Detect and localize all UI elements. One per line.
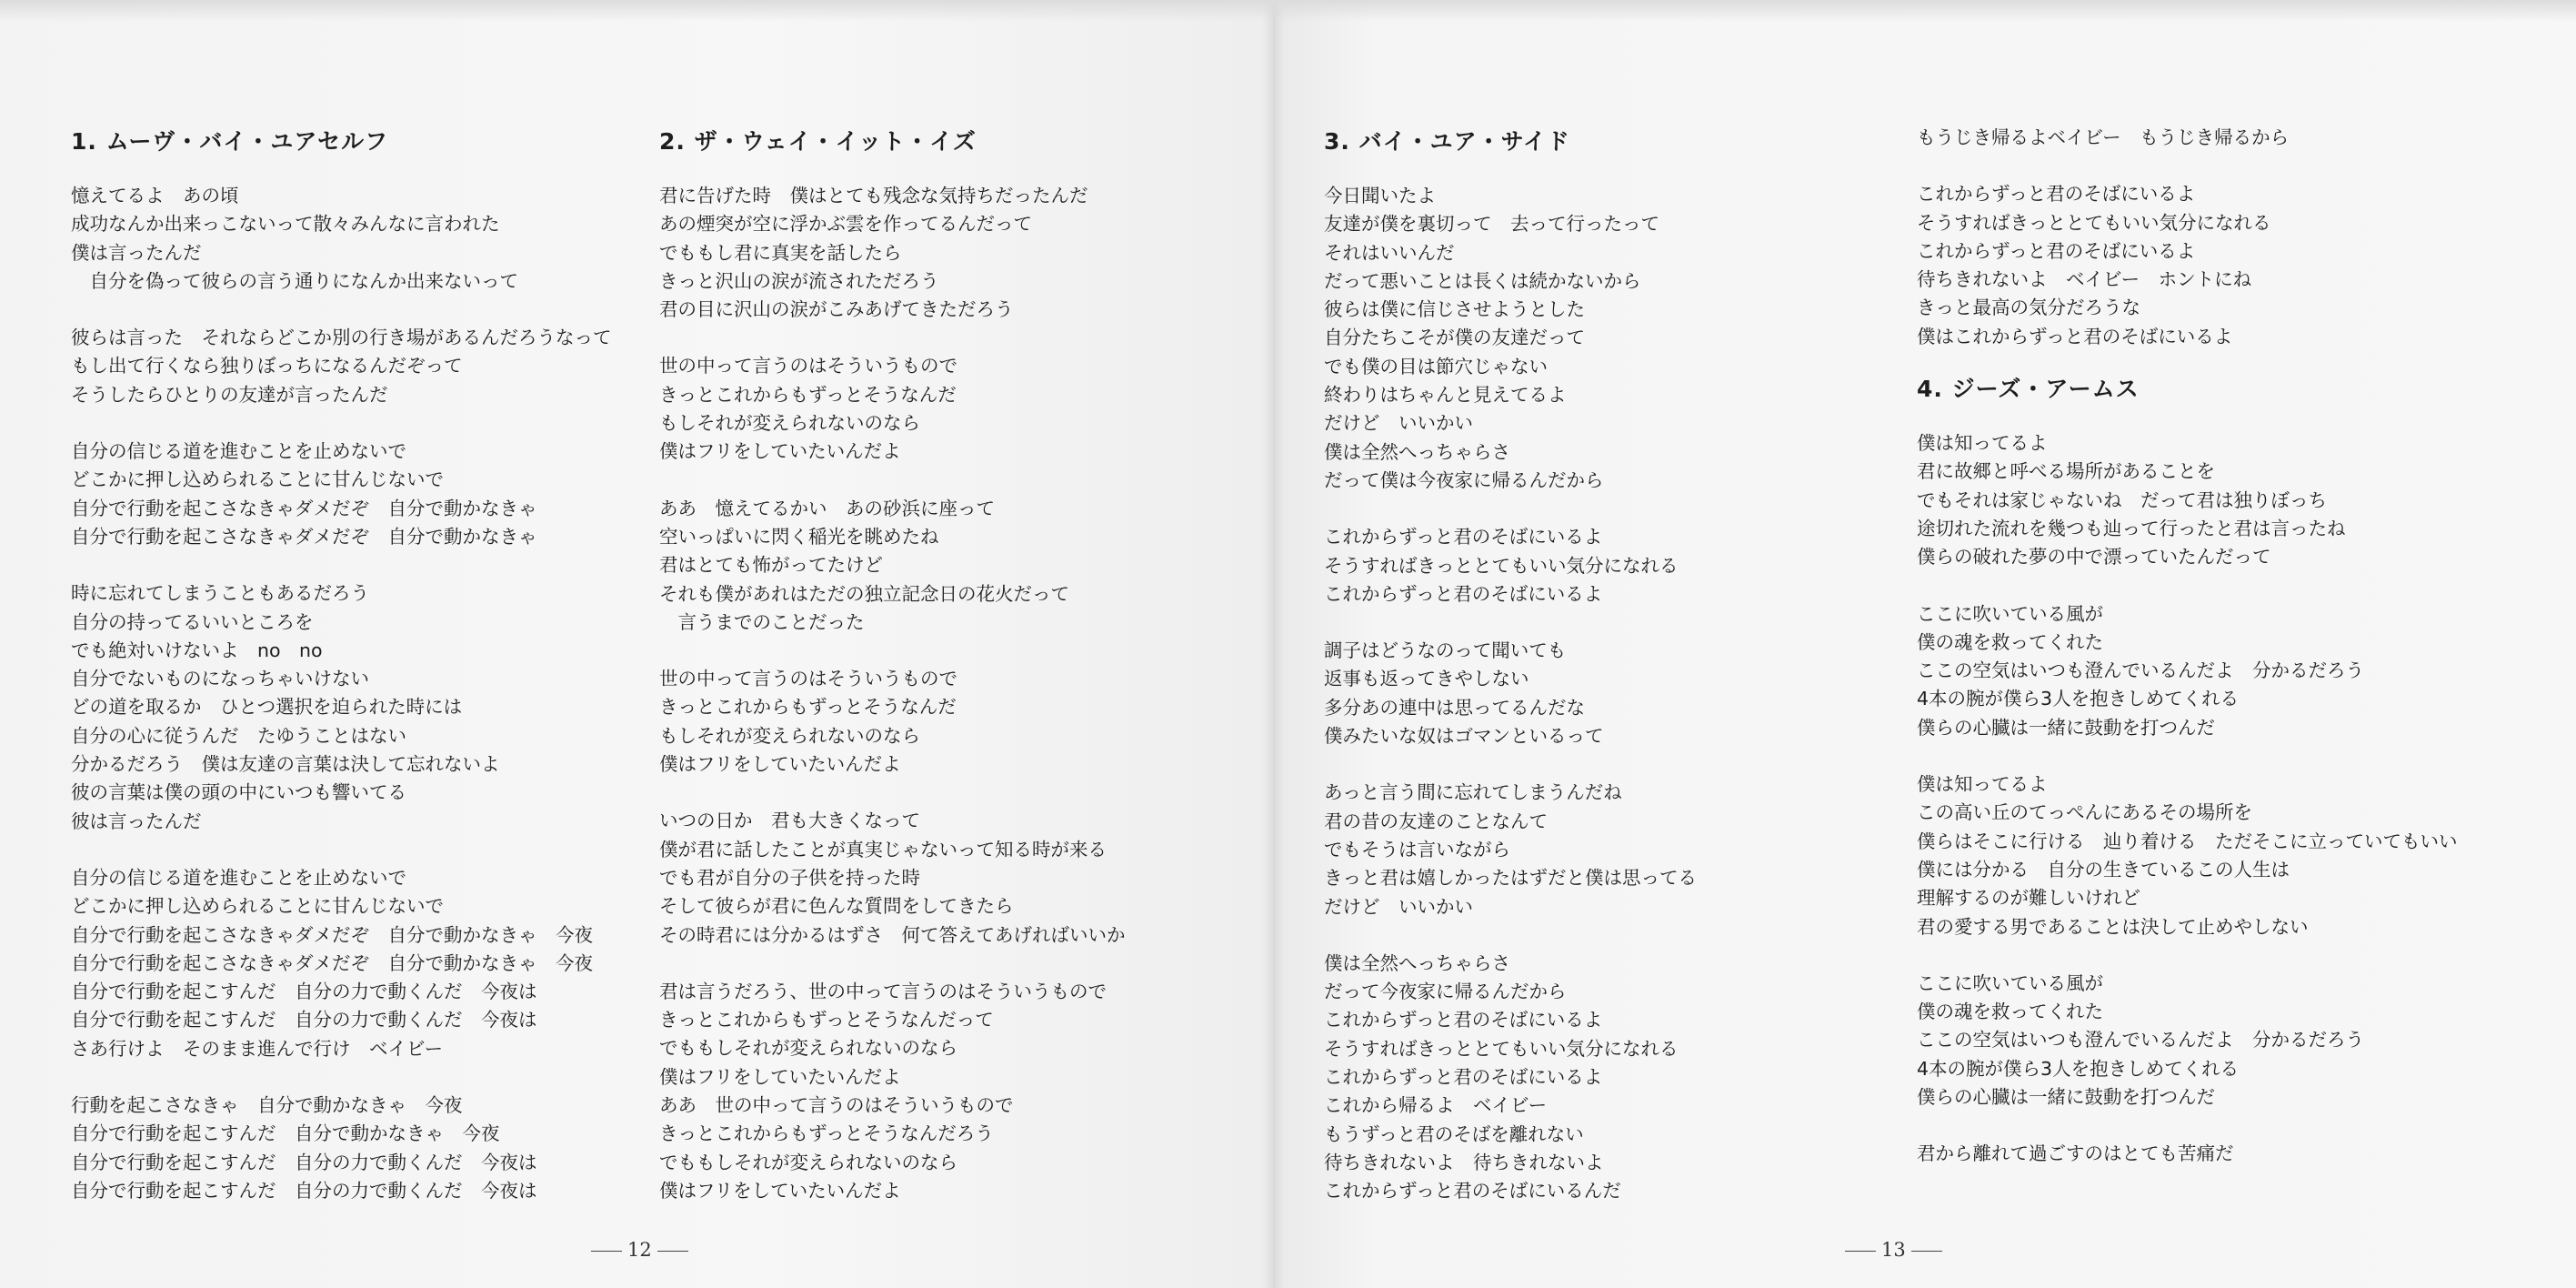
lyrics-stanza: 君に告げた時 僕はとても残念な気持ちだったんだ あの煙突が空に浮かぶ雲を作ってるんだって でももし君に真実を話したら きっと沢山の涙が流されただろう 君の目に沢山の涙がこみあげてきただろう xyxy=(659,185,1088,321)
lyrics-stanza: ああ 憶えてるかい あの砂浜に座って 空いっぱいに閃く稲光を眺めたね 君はとても怖がってたけど それも僕があれはただの独立記念日の花火だって 言うまでのことだった xyxy=(659,497,1069,633)
lyrics-stanza: 彼らは言った それならどこか別の行き場があるんだろうなって もし出て行くなら独りぼっちになるんだぞって そうしたらひとりの友達が言ったんだ xyxy=(71,327,612,406)
lyrics-stanza: 自分の信じる道を進むことを止めないで どこかに押し込められることに甘んじないで 自分で行動を起こさなきゃダメだぞ 自分で動かなきゃ 自分で行動を起こさなきゃダメだぞ 自分で動かなきゃ xyxy=(71,440,537,548)
song-1-column xyxy=(71,126,612,1205)
lyrics-stanza: 調子はどうなのって聞いても 返事も返ってきやしない 多分あの連中は思ってるんだな 僕みたいな奴はゴマンといるって xyxy=(1324,639,1604,748)
lyrics-stanza: 君は言うだろう、世の中って言うのはそういうもので きっとこれからもずっとそうなんだって でももしそれが変えられないのなら 僕はフリをしていたいんだよ ああ 世の中って言うのはそういうもので きっとこれからもずっとそうなんだろう でももしそれが変えられないのなら 僕はフリをしていたいんだよ xyxy=(659,980,1107,1202)
page-number-text: 12 xyxy=(627,1239,652,1261)
song-title: 3. バイ・ユア・サイド xyxy=(1324,128,1570,155)
lyrics-stanza: 僕は知ってるよ 君に故郷と呼べる場所があることを でもそれは家じゃないね だって君は独りぼっち 途切れた流れを幾つも辿って行ったと君は言ったね 僕らの破れた夢の中で漂っていたんだって xyxy=(1917,432,2346,569)
lyrics-stanza: 世の中って言うのはそういうもので きっとこれからもずっとそうなんだ もしそれが変えられないのなら 僕はフリをしていたいんだよ xyxy=(659,355,957,463)
lyrics-stanza: あっと言う間に忘れてしまうんだね 君の昔の友達のことなんて でもそうは言いながら きっと君は嬉しかったはずだと僕は思ってる だけど いいかい xyxy=(1324,781,1697,918)
lyrics-stanza: これからずっと君のそばにいるよ そうすればきっととてもいい気分になれる これからずっと君のそばにいるよ xyxy=(1324,526,1679,605)
lyrics-stanza: ここに吹いている風が 僕の魂を救ってくれた ここの空気はいつも澄んでいるんだよ 分かるだろう 4本の腕が僕ら3人を抱きしめてくれる 僕らの心臓は一緒に鼓動を打つんだ xyxy=(1917,602,2364,739)
lyrics-stanza: 僕は知ってるよ この高い丘のてっぺんにあるその場所を 僕らはそこに行ける 辿り着ける ただそこに立っていてもいい 僕には分かる 自分の生きているこの人生は 理解するのが難しいけれど 君の愛する男であることは決して止めやしない xyxy=(1917,773,2458,938)
lyrics-stanza: いつの日か 君も大きくなって 僕が君に話したことが真実じゃないって知る時が来る でも君が自分の子供を持った時 そして彼らが君に色んな質問をしてきたら その時君には分かるはずさ 何て答えてあげればいいか xyxy=(659,810,1126,946)
lyrics-stanza: 僕は全然へっちゃらさ だって今夜家に帰るんだから これからずっと君のそばにいるよ そうすればきっととてもいい気分になれる これからずっと君のそばにいるよ これから帰るよ ベイビー もうずっと君のそばを離れない 待ちきれないよ 待ちきれないよ これからずっと君のそばにいるんだ xyxy=(1324,951,1679,1202)
lyrics-stanza: 憶えてるよ あの頃 成功なんか出来っこないって散々みんなに言われた 僕は言ったんだ 自分を偽って彼らの言う通りになんか出来ないって xyxy=(71,185,518,292)
song-title: 4. ジーズ・アームス xyxy=(1917,376,2140,403)
lyrics-stanza: 今日聞いたよ 友達が僕を裏切って 去って行ったって それはいいんだ だって悪いことは長くは続かないから 彼らは僕に信じさせようとした 自分たちこそが僕の友達だって でも僕の目は節穴じゃない 終わりはちゃんと見えてるよ だけど いいかい 僕は全然へっちゃらさ だって僕は今夜家に帰るんだから xyxy=(1324,185,1659,491)
song-title: 2. ザ・ウェイ・イット・イズ xyxy=(659,128,977,155)
lyrics-stanza: 自分の信じる道を進むことを止めないで どこかに押し込められることに甘んじないで 自分で行動を起こさなきゃダメだぞ 自分で動かなきゃ 今夜 自分で行動を起こさなきゃダメだぞ 自分で動かなきゃ 今夜 自分で行動を起こすんだ 自分の力で動くんだ 今夜は 自分で行動を起こすんだ 自分の力で動くんだ 今夜は さあ行けよ そのまま進んで行け ベイビー xyxy=(71,866,593,1060)
lyrics-stanza: 行動を起こさなきゃ 自分で動かなきゃ 今夜 自分で行動を起こすんだ 自分で動かなきゃ 今夜 自分で行動を起こすんだ 自分の力で動くんだ 今夜は 自分で行動を起こすんだ 自分の力で動くんだ 今夜は xyxy=(71,1094,537,1202)
lyrics-stanza: もうじき帰るよベイビー もうじき帰るから xyxy=(1917,126,2290,148)
page-number-right xyxy=(1839,1239,1948,1261)
song-3-column xyxy=(1324,126,1697,1206)
book-gutter xyxy=(1262,0,1284,1288)
song-title: 1. ムーヴ・バイ・ユアセルフ xyxy=(71,128,389,155)
lyrics-stanza: ここに吹いている風が 僕の魂を救ってくれた ここの空気はいつも澄んでいるんだよ 分かるだろう 4本の腕が僕ら3人を抱きしめてくれる 僕らの心臓は一緒に鼓動を打つんだ xyxy=(1917,971,2364,1109)
song-3-4-column xyxy=(1917,124,2458,1169)
page-top-shadow xyxy=(0,0,2576,22)
song-2-column xyxy=(659,126,1126,1205)
lyrics-stanza: 世の中って言うのはそういうもので きっとこれからもずっとそうなんだ もしそれが変えられないのなら 僕はフリをしていたいんだよ xyxy=(659,668,957,776)
page-number-text: 13 xyxy=(1881,1239,1906,1261)
page-number-left xyxy=(586,1239,694,1261)
lyrics-stanza: 時に忘れてしまうこともあるだろう 自分の持ってるいいところを でも絶対いけないよ no no 自分でないものになっちゃいけない どの道を取るか ひとつ選択を迫られた時には 自分の心に従うんだ たゆうことはない 分かるだろう 僕は友達の言葉は決して忘れないよ 彼の言葉は僕の頭の中にいつも響いてる 彼は言ったんだ xyxy=(71,582,500,832)
lyrics-stanza: 君から離れて過ごすのはとても苦痛だ xyxy=(1917,1142,2234,1165)
lyrics-stanza: これからずっと君のそばにいるよ そうすればきっととてもいい気分になれる これからずっと君のそばにいるよ 待ちきれないよ ベイビー ホントにね きっと最高の気分だろうな 僕はこれからずっと君のそばにいるよ xyxy=(1917,183,2271,347)
